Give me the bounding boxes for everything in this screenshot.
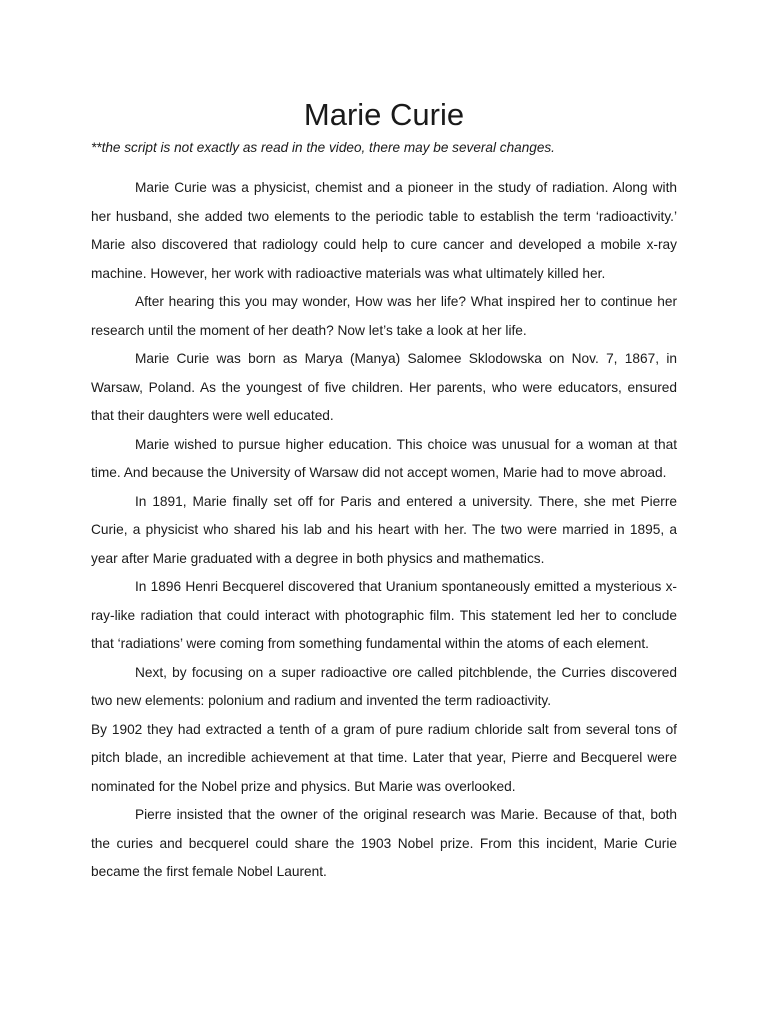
paragraph-1902: By 1902 they had extracted a tenth of a gram of pure radium chloride salt from several tons of pitch blade, an incredible achievement at that time. Later that year, Pierre and Becquerel were nominated for the Nobel prize and physics. But Marie was overlooked. [91,721,677,794]
paragraph-birth: Marie Curie was born as Marya (Manya) Salomee Sklodowska on Nov. 7, 1867, in Warsaw, Poland. As the youngest of five children. Her parents, who were educators, ensured that their daughters were well educated. [91,351,677,423]
paragraph-intro: Marie Curie was a physicist, chemist and a pioneer in the study of radiation. Along with her husband, she added two elements to the periodic table to establish the term ‘radioactivity.’ Marie also discovered that radiology could help to cure cancer and developed a mobile x-ray machine. However, her work with radioactive materials was what ultimately killed her. [91,180,677,281]
paragraph-becquerel: In 1896 Henri Becquerel discovered that Uranium spontaneously emitted a mysterious x-ray-like radiation that could interact with photographic film. This statement led her to conclude that ‘radiations’ were coming from something fundamental within the atoms of each element. [91,579,677,651]
script-note: **the script is not exactly as read in the video, there may be several changes. [91,140,555,155]
document-page [91,96,677,887]
paragraph-paris: In 1891, Marie finally set off for Paris and entered a university. There, she met Pierre Curie, a physicist who shared his lab and his heart with her. The two were married in 1895, a year after Marie graduated with a degree in both physics and mathematics. [91,493,677,566]
paragraph-nobel: Pierre insisted that the owner of the original research was Marie. Because of that, both the curies and becquerel could share the 1903 Nobel prize. From this incident, Marie Curie became the first female Nobel Laurent. [91,807,677,879]
paragraph-pitchblende: Next, by focusing on a super radioactive ore called pitchblende, the Curries discovered two new elements: polonium and radium and invented the term radioactivity. [91,664,677,708]
paragraph-education: Marie wished to pursue higher education. This choice was unusual for a woman at that time. And because the University of Warsaw did not accept women, Marie had to move abroad. [91,436,677,480]
paragraph-wonder: After hearing this you may wonder, How was her life? What inspired her to continue her research until the moment of her death? Now let’s take a look at her life. [91,294,677,338]
page-title: Marie Curie [303,97,465,132]
